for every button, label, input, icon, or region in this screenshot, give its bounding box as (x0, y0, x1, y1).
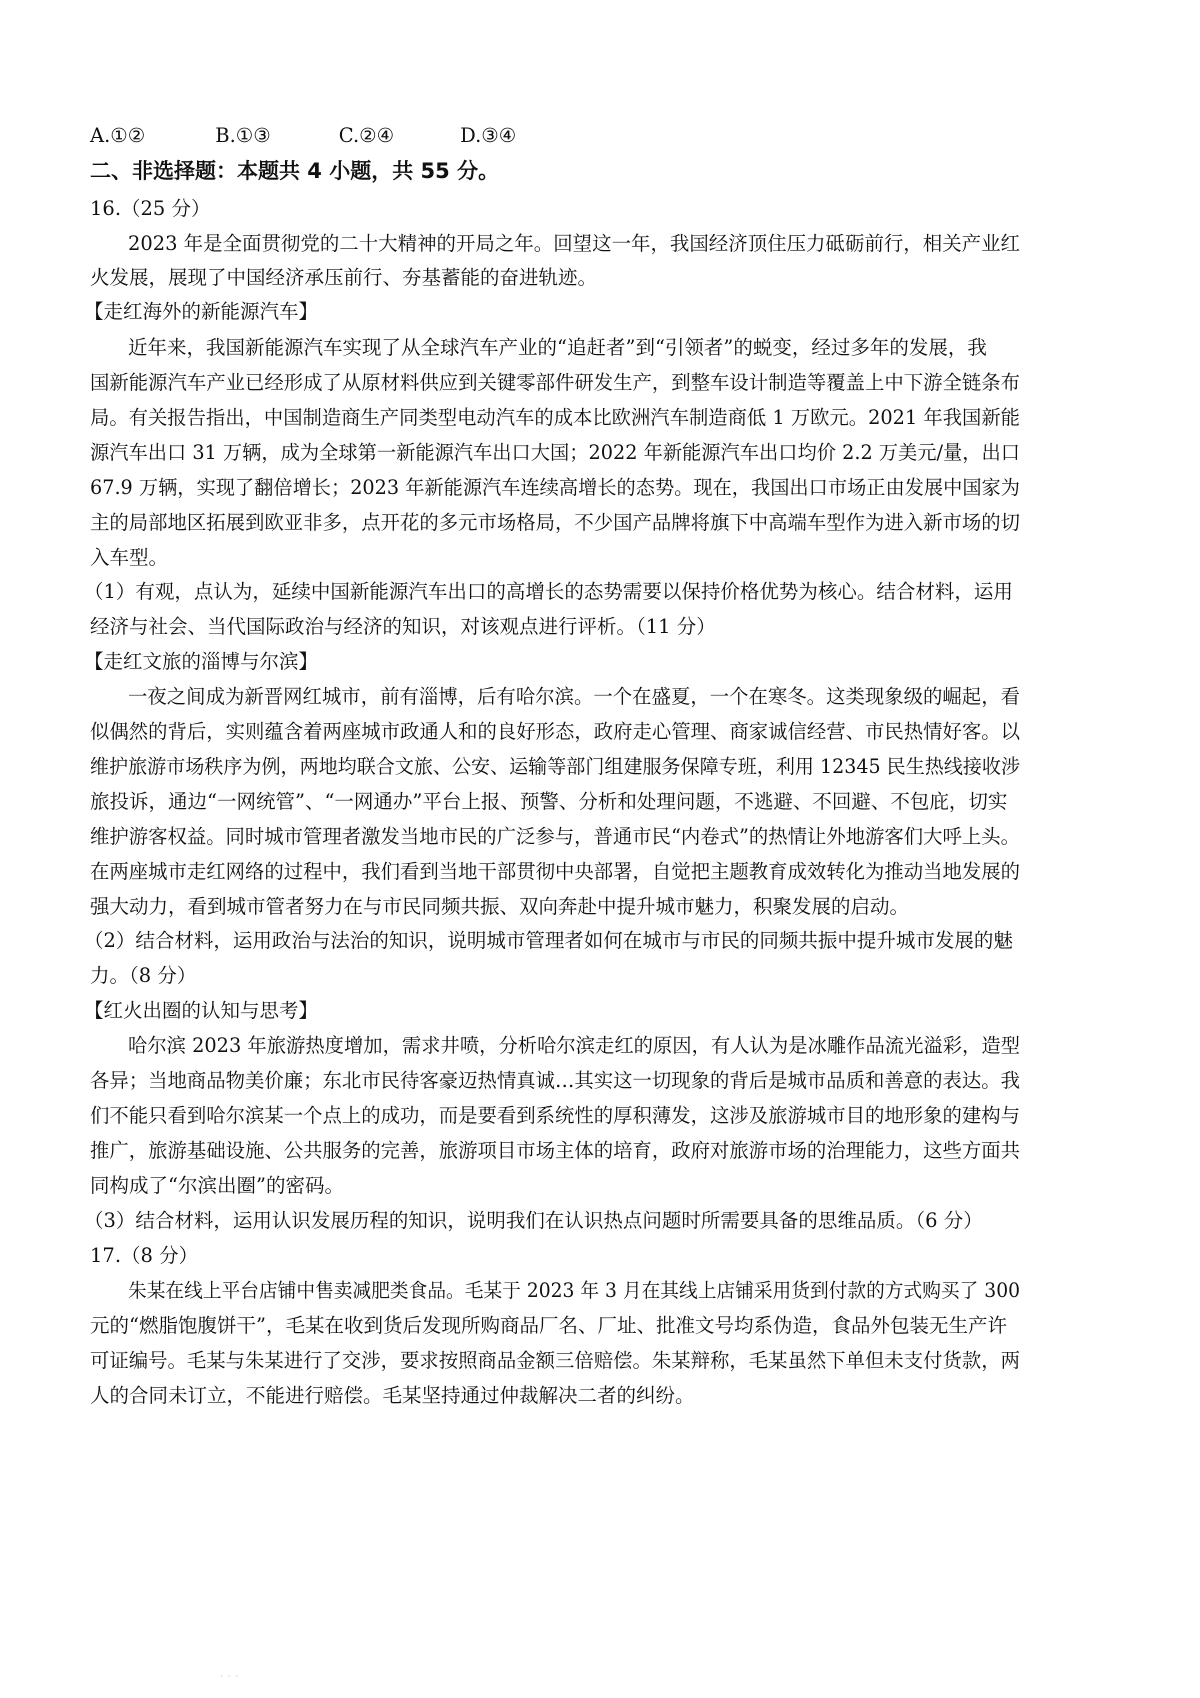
option-b: B.①③ (215, 124, 271, 147)
option-d: D.③④ (460, 124, 517, 147)
q16-part3-line: 们不能只看到哈尔滨某一个点上的成功，而是要看到系统性的厚积薄发，这涉及旅游城市目的地形象的建构与 (90, 1104, 1021, 1127)
q17-text-line: 元的“燃脂饱腹饼干”，毛某在收到货后发现所购商品厂名、厂址、批准文号均系伪造，食品外包装无生产许 (90, 1314, 1007, 1337)
question-16-number: 16.（25 分） (90, 197, 211, 220)
q16-sub1-line: 经济与社会、当代国际政治与经济的知识，对该观点进行评析。（11 分） (90, 615, 716, 638)
q17-text-line: 人的合同未订立，不能进行赔偿。毛某坚持通过仲裁解决二者的纠纷。 (90, 1384, 695, 1407)
section-heading: 二、非选择题：本题共 4 小题，共 55 分。 (90, 159, 500, 183)
q16-intro-line: 2023 年是全面贯彻党的二十大精神的开局之年。回望这一年，我国经济顶住压力砥砺前行，相关产业红 (128, 232, 1021, 255)
q16-part2-line: 一夜之间成为新晋网红城市，前有淄博，后有哈尔滨。一个在盛夏，一个在寒冬。这类现象级的崛起，看 (128, 685, 1020, 708)
options-line (0, 121, 1200, 151)
q16-part2-line: 维护旅游市场秩序为例，两地均联合文旅、公安、运输等部门组建服务保障专班，利用 12345 民生热线接收涉 (90, 755, 1021, 778)
q16-sub3-line: （3）结合材料，运用认识发展历程的知识，说明我们在认识热点问题时所需要具备的思维品质。（6 分） (84, 1209, 983, 1232)
q16-part2-line: 在两座城市走红网络的过程中，我们看到当地干部贯彻中央部署，自觉把主题教育成效转化为推动当地发展的 (90, 860, 1021, 883)
q16-part1-line: 近年来，我国新能源汽车实现了从全球汽车产业的“追赶者”到“引领者”的蜕变，经过多年的发展，我 (128, 336, 987, 359)
q16-part1-line: 67.9 万辆，实现了翻倍增长；2023 年新能源汽车连续高增长的态势。现在，我国出口市场正由发展中国家为 (90, 476, 1020, 499)
q16-part3-line: 推广，旅游基础设施、公共服务的完善，旅游项目市场主体的培育，政府对旅游市场的治理能力，这些方面共 (90, 1139, 1021, 1162)
q16-part2-line: 维护游客权益。同时城市管理者激发当地市民的广泛参与，普通市民“内卷式”的热情让外地游客们大呼上头。 (90, 825, 1020, 848)
q16-part3-line: 哈尔滨 2023 年旅游热度增加，需求井喷，分析哈尔滨走红的原因，有人认为是冰雕作品流光溢彩，造型 (128, 1034, 1020, 1057)
q16-part2-line: 强大动力，看到城市管者努力在与市民同频共振、双向奔赴中提升城市魅力，积聚发展的启动。 (90, 895, 910, 918)
q16-part1-line: 国新能源汽车产业已经形成了从原材料供应到关键零部件研发生产，到整车设计制造等覆盖上中下游全链条布 (90, 371, 1021, 394)
option-a: A.①② (90, 124, 146, 147)
q17-text-line: 朱某在线上平台店铺中售卖减肥类食品。毛某于 2023 年 3 月在其线上店铺采用货到付款的方式购买了 300 (128, 1279, 1021, 1302)
q16-sub2-line: 力。（8 分） (90, 964, 197, 987)
q16-sub2-line: （2）结合材料，运用政治与法治的知识，说明城市管理者如何在城市与市民的同频共振中提升城市发展的魅 (84, 929, 1013, 952)
footer-mark: · · · (220, 1672, 240, 1682)
option-c: C.②④ (338, 124, 395, 147)
q16-part2-line: 旅投诉，通边“一网统管”、“一网通办”平台上报、预警、分析和处理问题，不逃避、不回避、不包庇，切实 (90, 790, 1008, 813)
q16-part1-title: 【走红海外的新能源汽车】 (84, 300, 319, 323)
q17-text-line: 可证编号。毛某与朱某进行了交涉，要求按照商品金额三倍赔偿。朱某辩称，毛某虽然下单但未支付货款，两 (90, 1349, 1021, 1372)
q16-part3-line: 各异；当地商品物美价廉；东北市民待客豪迈热情真诚…其实这一切现象的背后是城市品质和善意的表达。我 (90, 1069, 1021, 1092)
q16-intro-line: 火发展，展现了中国经济承压前行、夯基蓄能的奋进轨迹。 (90, 266, 598, 289)
q16-part1-line: 入车型。 (90, 546, 169, 569)
q16-part3-line: 同构成了“尔滨出圈”的密码。 (90, 1174, 344, 1197)
q16-part2-title: 【走红文旅的淄博与尔滨】 (84, 650, 319, 673)
q16-part1-line: 主的局部地区拓展到欧亚非多，点开花的多元市场格局，不少国产品牌将旗下中高端车型作为进入新市场的切 (90, 511, 1021, 534)
q16-sub1-line: （1）有观，点认为，延续中国新能源汽车出口的高增长的态势需要以保持价格优势为核心。结合材料，运用 (84, 580, 1013, 603)
q16-part2-line: 似偶然的背后，实则蕴含着两座城市政通人和的良好形态，政府走心管理、商家诚信经营、市民热情好客。以 (90, 720, 1021, 743)
q16-part1-line: 局。有关报告指出，中国制造商生产同类型电动汽车的成本比欧洲汽车制造商低 1 万欧元。2021 年我国新能 (90, 406, 1021, 429)
question-17-number: 17.（8 分） (90, 1244, 199, 1267)
q16-part1-line: 源汽车出口 31 万辆，成为全球第一新能源汽车出口大国；2022 年新能源汽车出口均价 2.2 万美元/量，出口 (90, 441, 1020, 464)
q16-part3-title: 【红火出圈的认知与思考】 (84, 999, 319, 1022)
